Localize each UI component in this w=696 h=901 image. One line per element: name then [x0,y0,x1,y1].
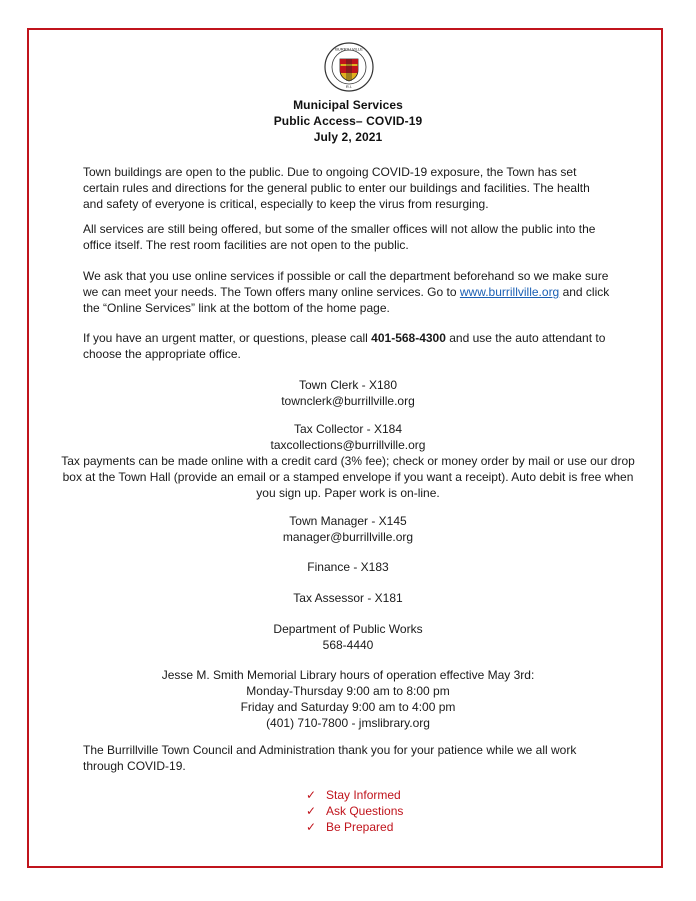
svg-text:R.I.: R.I. [345,84,353,89]
paragraph-urgent-matter [83,330,613,362]
tax-collector-block [60,421,636,501]
urgent-text-a: If you have an urgent matter, or questions, please call [83,331,372,345]
library-hours-heading: Jesse M. Smith Memorial Library hours of operation effective May 3rd: [161,668,535,682]
library-weekday-hours: Monday-Thursday 9:00 am to 8:00 pm [246,684,450,698]
list-item: ✓ Stay Informed [306,788,401,802]
town-manager-email: manager@burrillville.org [282,530,414,544]
tax-collector-email: taxcollections@burrillville.org [270,438,426,452]
tax-collector-title: Tax Collector - X184 [293,422,403,436]
svg-text:BURRILLVILLE: BURRILLVILLE [335,46,363,52]
town-manager-title: Town Manager - X145 [289,514,407,528]
town-clerk-title: Town Clerk - X180 [298,378,398,392]
burrillville-website-link[interactable]: www.burrillville.org [459,285,560,299]
library-block [60,667,636,731]
checkmark-icon: ✓ [306,788,317,802]
tax-collector-note: Tax payments can be made online with a credit card (3% fee); check or money order by mail or use our drop box at the Town Hall (provide an email or a stamped envelope if you want a receipt). Auto debit is free when you sign up. Paper work is on-line. [61,454,635,500]
town-manager-block [60,513,636,545]
town-clerk-email: townclerk@burrillville.org [281,394,415,408]
library-weekend-hours: Friday and Saturday 9:00 am to 4:00 pm [240,700,456,714]
public-works-phone: 568-4440 [322,638,374,652]
paragraph-online-services [83,268,613,316]
checkmark-icon: ✓ [306,820,317,834]
paragraph-services-offered: All services are still being offered, but some of the smaller offices will not allow the public into the office itself. The rest room facilities are not open to the public. [83,222,596,252]
heading-public-access: Public Access– COVID-19 [273,114,423,128]
list-item: ✓ Be Prepared [306,820,394,834]
library-contact: (401) 710-7800 - jmslibrary.org [266,716,430,730]
online-services-text-a: We ask that you use online services if possible or call the department beforehand so we make sure we can meet your needs. The Town offers many online services. Go to [83,269,609,299]
finance-title: Finance - X183 [307,560,389,574]
public-works-block [60,621,636,653]
town-clerk-block [60,377,636,409]
town-seal-logo [324,42,374,92]
public-works-title: Department of Public Works [273,622,423,636]
online-services-text-b: and click the “Online Services” link at the bottom of the home page. [83,285,610,315]
heading-date: July 2, 2021 [313,130,383,144]
closing-paragraph: The Burrillville Town Council and Administration thank you for your patience while we all work through COVID-19. [83,743,577,773]
reminder-checklist [306,787,403,835]
paragraph-buildings-open: Town buildings are open to the public. Due to ongoing COVID-19 exposure, the Town has set certain rules and directions for the general public to enter our buildings and facilities. The health and safety of everyone is critical, especially to keep the virus from resurging. [83,165,590,211]
checkmark-icon: ✓ [306,804,317,818]
heading-municipal-services: Municipal Services [293,98,403,112]
main-phone-number: 401-568-4300 [371,331,446,345]
list-item: ✓ Ask Questions [306,804,404,818]
urgent-text-b: and use the auto attendant to choose the appropriate office. [83,331,606,361]
tax-assessor-title: Tax Assessor - X181 [293,591,403,605]
